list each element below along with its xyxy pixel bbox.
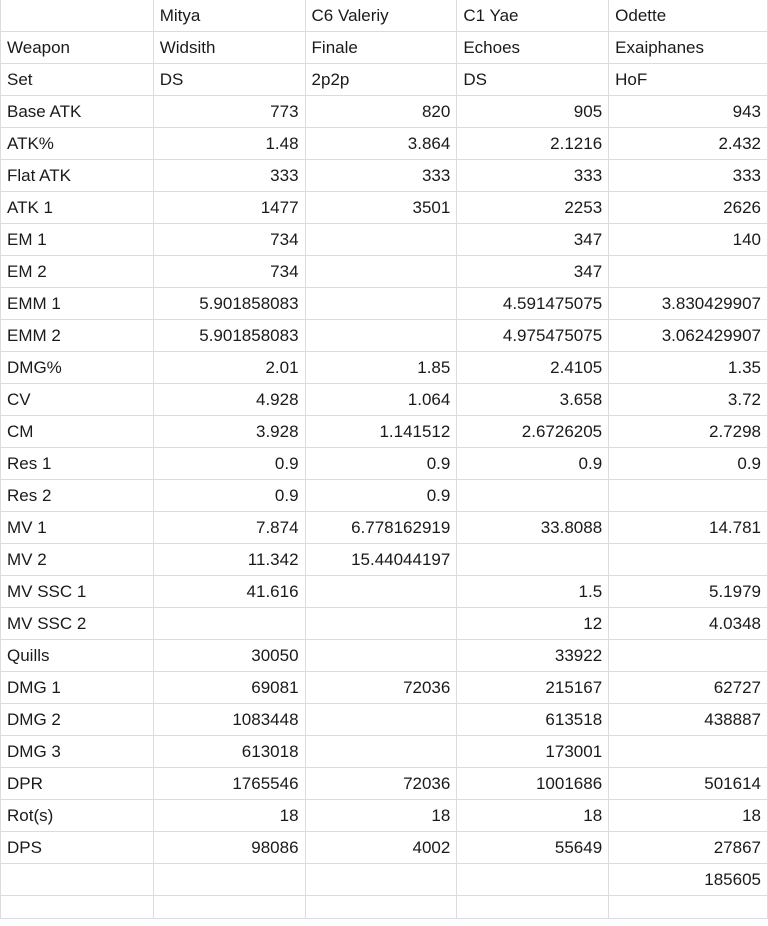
data-cell[interactable]: 4.928 (153, 384, 305, 416)
data-cell[interactable]: 4.0348 (609, 608, 768, 640)
data-cell[interactable] (609, 896, 768, 919)
spreadsheet-body (1, 0, 768, 919)
data-cell[interactable] (609, 736, 768, 768)
data-cell[interactable] (305, 576, 457, 608)
data-cell[interactable] (457, 544, 609, 576)
data-cell[interactable]: 943 (609, 96, 768, 128)
data-cell[interactable]: 18 (305, 800, 457, 832)
data-cell[interactable]: 2626 (609, 192, 768, 224)
data-cell[interactable]: 0.9 (305, 480, 457, 512)
row-label-cell[interactable] (1, 0, 154, 32)
data-cell[interactable]: 41.616 (153, 576, 305, 608)
data-cell[interactable]: Echoes (457, 32, 609, 64)
data-cell[interactable] (457, 864, 609, 896)
data-cell[interactable] (305, 864, 457, 896)
data-cell[interactable] (153, 896, 305, 919)
data-cell[interactable]: 2.1216 (457, 128, 609, 160)
data-cell[interactable]: 27867 (609, 832, 768, 864)
data-cell[interactable]: 140 (609, 224, 768, 256)
data-cell[interactable]: 2253 (457, 192, 609, 224)
data-cell[interactable]: 12 (457, 608, 609, 640)
spreadsheet-row (1, 384, 768, 416)
data-cell[interactable]: 69081 (153, 672, 305, 704)
spreadsheet-row (1, 608, 768, 640)
data-cell[interactable]: 1.85 (305, 352, 457, 384)
data-cell[interactable]: 33.8088 (457, 512, 609, 544)
data-cell[interactable]: 2.4105 (457, 352, 609, 384)
spreadsheet-row (1, 448, 768, 480)
data-cell[interactable]: 773 (153, 96, 305, 128)
spreadsheet-row (1, 224, 768, 256)
data-cell[interactable]: 6.778162919 (305, 512, 457, 544)
data-cell[interactable]: 5.901858083 (153, 320, 305, 352)
data-cell[interactable]: 72036 (305, 672, 457, 704)
data-cell[interactable]: 0.9 (305, 448, 457, 480)
data-cell[interactable]: 7.874 (153, 512, 305, 544)
data-cell[interactable]: 2.6726205 (457, 416, 609, 448)
data-cell[interactable]: 1.5 (457, 576, 609, 608)
data-cell[interactable]: 18 (609, 800, 768, 832)
data-cell[interactable] (305, 256, 457, 288)
data-cell[interactable]: 1.141512 (305, 416, 457, 448)
data-cell[interactable] (609, 256, 768, 288)
spreadsheet-row (1, 128, 768, 160)
row-label-cell[interactable]: Base ATK (1, 96, 154, 128)
spreadsheet-row (1, 544, 768, 576)
spreadsheet-row (1, 64, 768, 96)
data-cell[interactable] (305, 896, 457, 919)
data-cell[interactable]: 62727 (609, 672, 768, 704)
row-label-cell[interactable]: EMM 1 (1, 288, 154, 320)
data-cell[interactable]: DS (153, 64, 305, 96)
spreadsheet-row (1, 256, 768, 288)
spreadsheet-row (1, 192, 768, 224)
data-cell[interactable]: 3.72 (609, 384, 768, 416)
data-cell[interactable]: 0.9 (609, 448, 768, 480)
data-cell[interactable]: Odette (609, 0, 768, 32)
spreadsheet-row (1, 512, 768, 544)
data-cell[interactable]: 4002 (305, 832, 457, 864)
spreadsheet-row (1, 96, 768, 128)
row-label-cell[interactable]: Set (1, 64, 154, 96)
data-cell[interactable]: 2p2p (305, 64, 457, 96)
row-label-cell[interactable]: EM 1 (1, 224, 154, 256)
data-cell[interactable]: 4.975475075 (457, 320, 609, 352)
data-cell[interactable]: Exaiphanes (609, 32, 768, 64)
data-cell[interactable] (305, 640, 457, 672)
data-cell[interactable]: 98086 (153, 832, 305, 864)
spreadsheet-row (1, 0, 768, 32)
data-cell[interactable]: 3.830429907 (609, 288, 768, 320)
data-cell[interactable]: 2.432 (609, 128, 768, 160)
spreadsheet-row (1, 160, 768, 192)
row-label-cell[interactable]: Rot(s) (1, 800, 154, 832)
data-cell[interactable]: 613018 (153, 736, 305, 768)
data-cell[interactable]: 18 (153, 800, 305, 832)
data-cell[interactable]: 613518 (457, 704, 609, 736)
data-cell[interactable]: 905 (457, 96, 609, 128)
data-cell[interactable]: 33922 (457, 640, 609, 672)
data-cell[interactable] (457, 480, 609, 512)
spreadsheet-row (1, 640, 768, 672)
data-cell[interactable]: Widsith (153, 32, 305, 64)
data-cell[interactable]: 3.864 (305, 128, 457, 160)
row-label-cell[interactable]: MV 1 (1, 512, 154, 544)
row-label-cell[interactable]: DPS (1, 832, 154, 864)
data-cell[interactable]: 3.928 (153, 416, 305, 448)
data-cell[interactable]: 1083448 (153, 704, 305, 736)
row-label-cell[interactable]: EM 2 (1, 256, 154, 288)
data-cell[interactable]: 18 (457, 800, 609, 832)
data-cell[interactable]: 1.48 (153, 128, 305, 160)
data-cell[interactable]: 333 (305, 160, 457, 192)
row-label-cell[interactable]: MV 2 (1, 544, 154, 576)
row-label-cell[interactable] (1, 896, 154, 919)
data-cell[interactable]: Mitya (153, 0, 305, 32)
spreadsheet-row (1, 768, 768, 800)
row-label-cell[interactable]: CM (1, 416, 154, 448)
data-cell[interactable]: 438887 (609, 704, 768, 736)
data-cell[interactable]: 55649 (457, 832, 609, 864)
spreadsheet-row (1, 800, 768, 832)
data-cell[interactable]: 2.7298 (609, 416, 768, 448)
row-label-cell[interactable]: ATK 1 (1, 192, 154, 224)
row-label-cell[interactable] (1, 864, 154, 896)
data-cell[interactable] (609, 640, 768, 672)
data-cell[interactable]: 1765546 (153, 768, 305, 800)
data-cell[interactable]: 5.901858083 (153, 288, 305, 320)
row-label-cell[interactable]: DPR (1, 768, 154, 800)
data-cell[interactable]: 0.9 (153, 448, 305, 480)
data-cell[interactable]: 333 (153, 160, 305, 192)
data-cell[interactable]: 1.35 (609, 352, 768, 384)
data-cell[interactable]: 11.342 (153, 544, 305, 576)
spreadsheet-row (1, 736, 768, 768)
data-cell[interactable]: 4.591475075 (457, 288, 609, 320)
data-cell[interactable]: 820 (305, 96, 457, 128)
data-cell[interactable]: DS (457, 64, 609, 96)
data-cell[interactable]: 15.44044197 (305, 544, 457, 576)
data-cell[interactable]: 185605 (609, 864, 768, 896)
data-cell[interactable]: 0.9 (153, 480, 305, 512)
data-cell[interactable]: 14.781 (609, 512, 768, 544)
data-cell[interactable] (153, 864, 305, 896)
data-cell[interactable] (305, 224, 457, 256)
row-label-cell[interactable]: MV SSC 1 (1, 576, 154, 608)
data-cell[interactable] (153, 608, 305, 640)
spreadsheet-row (1, 480, 768, 512)
data-cell[interactable]: 734 (153, 256, 305, 288)
spreadsheet-row (1, 416, 768, 448)
spreadsheet-row (1, 896, 768, 919)
data-cell[interactable] (305, 608, 457, 640)
data-cell[interactable] (305, 320, 457, 352)
row-label-cell[interactable]: Weapon (1, 32, 154, 64)
data-cell[interactable]: 3501 (305, 192, 457, 224)
data-cell[interactable]: 347 (457, 224, 609, 256)
row-label-cell[interactable]: Flat ATK (1, 160, 154, 192)
data-cell[interactable] (609, 480, 768, 512)
spreadsheet-row (1, 288, 768, 320)
data-cell[interactable]: C6 Valeriy (305, 0, 457, 32)
data-cell[interactable]: 333 (457, 160, 609, 192)
data-cell[interactable]: Finale (305, 32, 457, 64)
data-cell[interactable]: 1.064 (305, 384, 457, 416)
data-cell[interactable]: 3.658 (457, 384, 609, 416)
data-cell[interactable] (305, 736, 457, 768)
row-label-cell[interactable]: MV SSC 2 (1, 608, 154, 640)
data-cell[interactable]: 72036 (305, 768, 457, 800)
data-cell[interactable]: 3.062429907 (609, 320, 768, 352)
data-cell[interactable]: 501614 (609, 768, 768, 800)
row-label-cell[interactable]: DMG 2 (1, 704, 154, 736)
data-cell[interactable]: C1 Yae (457, 0, 609, 32)
spreadsheet-row (1, 832, 768, 864)
spreadsheet-row (1, 32, 768, 64)
row-label-cell[interactable]: Quills (1, 640, 154, 672)
row-label-cell[interactable]: Res 2 (1, 480, 154, 512)
data-cell[interactable]: 734 (153, 224, 305, 256)
spreadsheet-row (1, 352, 768, 384)
data-cell[interactable]: 30050 (153, 640, 305, 672)
data-cell[interactable]: 215167 (457, 672, 609, 704)
row-label-cell[interactable]: DMG 3 (1, 736, 154, 768)
row-label-cell[interactable]: DMG% (1, 352, 154, 384)
data-cell[interactable]: 1001686 (457, 768, 609, 800)
data-cell[interactable]: HoF (609, 64, 768, 96)
spreadsheet-row (1, 576, 768, 608)
data-cell[interactable]: 173001 (457, 736, 609, 768)
row-label-cell[interactable]: Res 1 (1, 448, 154, 480)
spreadsheet-row (1, 704, 768, 736)
row-label-cell[interactable]: DMG 1 (1, 672, 154, 704)
spreadsheet-row (1, 320, 768, 352)
data-cell[interactable]: 5.1979 (609, 576, 768, 608)
row-label-cell[interactable]: ATK% (1, 128, 154, 160)
data-cell[interactable]: 333 (609, 160, 768, 192)
data-cell[interactable] (305, 704, 457, 736)
data-cell[interactable]: 347 (457, 256, 609, 288)
data-cell[interactable] (457, 896, 609, 919)
row-label-cell[interactable]: CV (1, 384, 154, 416)
data-cell[interactable]: 1477 (153, 192, 305, 224)
spreadsheet-row (1, 864, 768, 896)
data-cell[interactable]: 2.01 (153, 352, 305, 384)
spreadsheet-row (1, 672, 768, 704)
data-cell[interactable] (305, 288, 457, 320)
row-label-cell[interactable]: EMM 2 (1, 320, 154, 352)
data-cell[interactable]: 0.9 (457, 448, 609, 480)
data-cell[interactable] (609, 544, 768, 576)
